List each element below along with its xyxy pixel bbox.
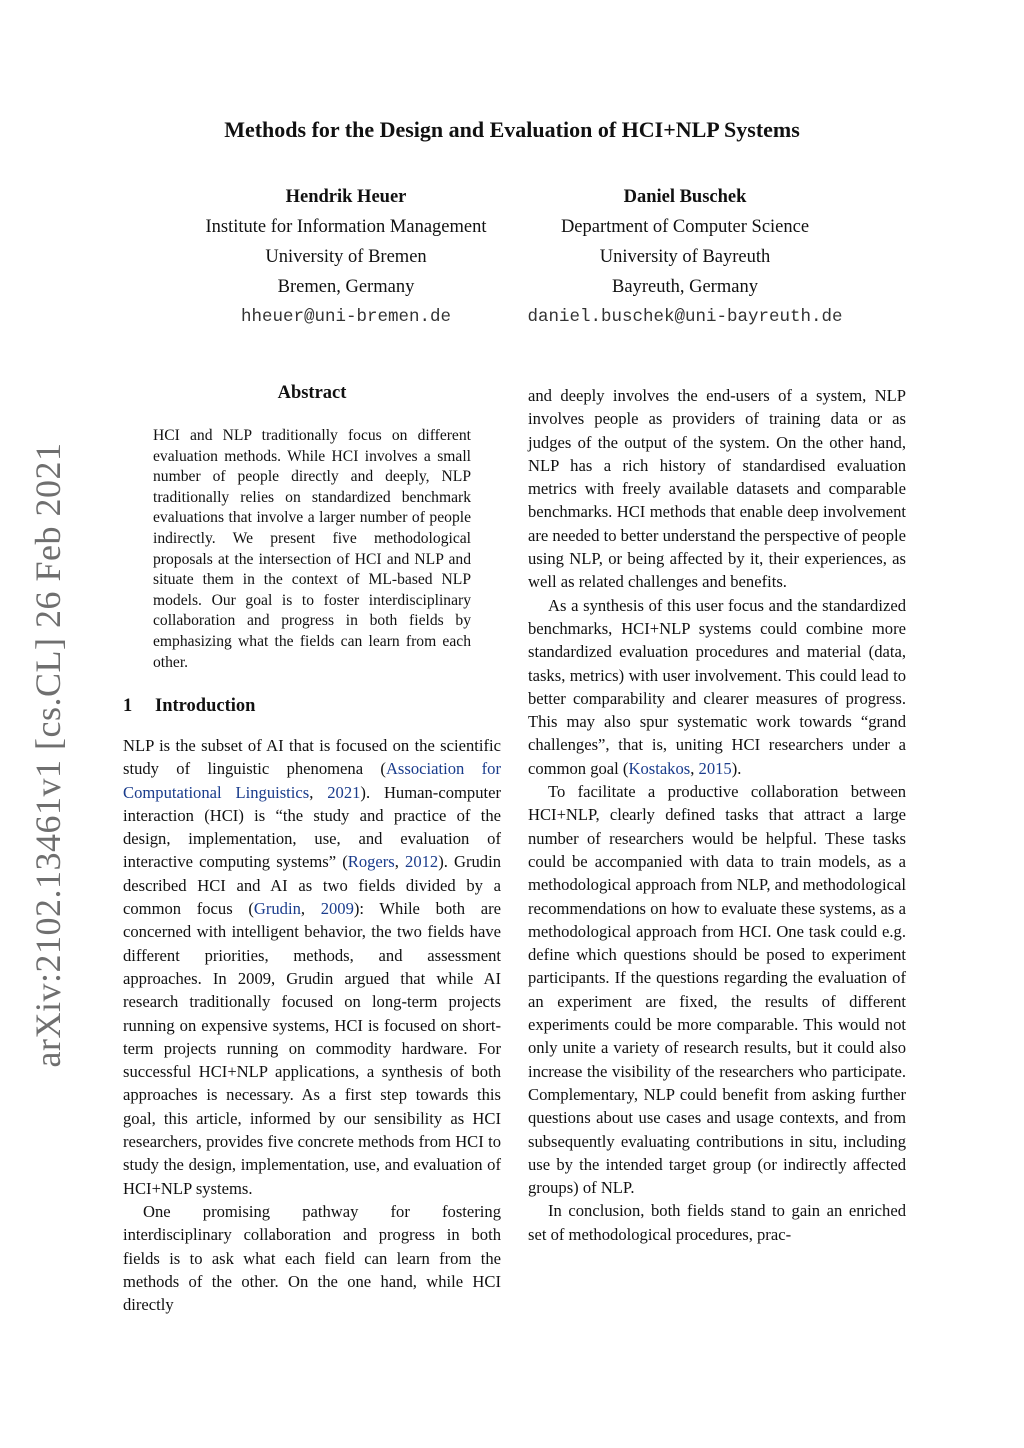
citation-link[interactable]: Association for Computational Linguistics	[123, 759, 501, 802]
abstract-heading: Abstract	[277, 383, 347, 403]
author-location: Bayreuth, Germany	[612, 277, 758, 297]
text-run: ,	[300, 899, 321, 919]
author-name: Daniel Buschek	[623, 187, 747, 207]
author-block-1	[176, 182, 516, 332]
abstract-text: HCI and NLP traditionally focus on different evaluation methods. While HCI involves a small number of people directly and deeply, NLP traditionally relies on standardized benchmark evaluations that involve a larger number of people indirectly. We present five methodological proposals at the intersection of HCI and NLP and situate them in the context of ML-based NLP models. Our goal is to foster interdisciplinary collaboration and progress in both fields by emphasizing what the fields can learn from each other.	[153, 427, 471, 671]
arxiv-identifier: arXiv:2102.13461v1 [cs.CL] 26 Feb 2021	[28, 442, 68, 1068]
author-affiliation: Institute for Information Management	[205, 217, 487, 237]
author-affiliation: Department of Computer Science	[560, 217, 810, 237]
citation-link[interactable]: 2021	[327, 782, 361, 802]
citation-link[interactable]: Grudin	[253, 899, 301, 919]
text-run: As a synthesis of this user focus and the standardized benchmarks, HCI+NLP systems could combine more standardized evaluation procedures and material (data, tasks, metrics) with user involvement. This could lead to better comparability and clearer measures of progress. This may also spur systematic work towards “grand challenges”, that is, uniting HCI researchers under a common goal (	[528, 595, 906, 778]
text-run: ,	[309, 782, 328, 802]
section-number: 1	[123, 696, 133, 716]
citation-link[interactable]: 2015	[698, 758, 732, 778]
citation-link[interactable]: Rogers	[347, 852, 395, 872]
author-university: University of Bremen	[265, 247, 427, 267]
left-column-body	[123, 734, 501, 1316]
author-university: University of Bayreuth	[599, 247, 771, 267]
author-email[interactable]: daniel.buschek@uni-bayreuth.de	[527, 307, 843, 327]
paragraph: One promising pathway for fostering interdisciplinary collaboration and progress in both fields is to ask what each field can learn from the methods of the other. On the one hand, while HCI directly	[123, 1201, 501, 1315]
text-run: ): While both are concerned with intelligent behavior, the two fields have different priorities, methods, and assessment approaches. In 2009, Grudin argued that while AI research traditionally focused on long-term projects running on expensive systems, HCI is focused on short-term projects running on commodity hardware. For successful HCI+NLP applications, a synthesis of both approaches is necessary. As a first step towards this goal, this article, informed by our sensibility as HCI researchers, provides five concrete methods from HCI to study the design, implementation, use, and evaluation of HCI+NLP systems.	[123, 899, 501, 1198]
citation-link[interactable]: Kostakos	[628, 758, 691, 778]
paragraph	[528, 594, 906, 780]
paragraph: In conclusion, both fields stand to gain an enriched set of methodological procedures, prac-	[528, 1201, 906, 1244]
citation-link[interactable]: 2009	[320, 899, 354, 919]
text-run: ,	[690, 758, 699, 778]
paper-title: Methods for the Design and Evaluation of HCI+NLP Systems	[224, 117, 800, 142]
text-run: NLP is the subset of AI that is focused on the scientific study of linguistic phenomena (	[123, 736, 501, 779]
paragraph: To facilitate a productive collaboration between HCI+NLP, clearly defined tasks that attract a large number of researchers would be helpful. These tasks could be accompanied with data to train models, as a methodological approach from NLP, and methodological recommendations on how to evaluate these systems, as a methodological approach from HCI. One task could e.g. define which questions should be posed to experiment participants. If the questions regarding the evaluation of an experiment are fixed, the results of different experiments could be more comparable. This would not only unite a variety of research results, but it could also increase the visibility of the researchers who participate. Complementary, NLP could benefit from asking further questions about use cases and usage contexts, and from subsequently evaluating contributions in situ, including use by the intended target group (or indirectly affected groups) of NLP.	[528, 782, 906, 1198]
section-heading	[123, 696, 501, 717]
paragraph: and deeply involves the end-users of a system, NLP involves people as providers of training data or as judges of the output of the system. On the other hand, NLP has a rich history of standardised evaluation metrics with freely available datasets and comparable benchmarks. HCI methods that enable deep involvement are needed to better understand the perspective of people using NLP, or being affected by it, their experiences, as well as related challenges and benefits.	[528, 386, 906, 592]
section-title: Introduction	[155, 696, 256, 716]
paragraph	[123, 734, 501, 1200]
right-column-body	[528, 384, 906, 1246]
author-name: Hendrik Heuer	[285, 187, 407, 207]
author-email[interactable]: hheuer@uni-bremen.de	[240, 307, 452, 327]
author-block-2	[500, 182, 870, 332]
text-run: ).	[731, 758, 742, 778]
citation-link[interactable]: 2012	[405, 852, 439, 872]
text-run: ). Human-computer interaction (HCI) is “the study and practice of the design, implementation, use, and evaluation of interactive computing systems” (	[123, 782, 501, 872]
text-run: ). Grudin described HCI and AI as two fields divided by a common focus (	[123, 852, 501, 919]
author-location: Bremen, Germany	[277, 277, 415, 297]
text-run: ,	[394, 852, 406, 872]
